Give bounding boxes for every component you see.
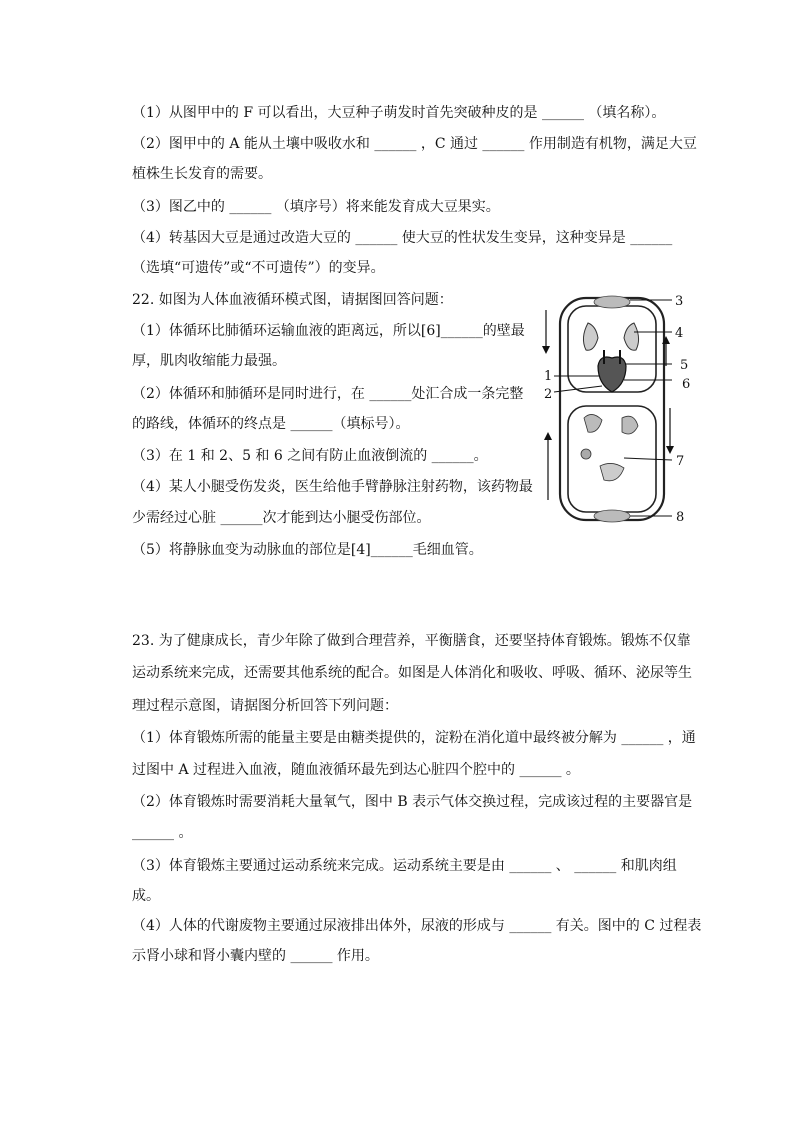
q22-line-1: 22. 如图为人体血液循环模式图，请据图回答问题： [132,292,453,308]
q23-line-3: 理过程示意图，请据图分析回答下列问题： [132,698,398,714]
q21-line-2: （2）图甲中的 A 能从土壤中吸收水和 ______ ，C 通过 ______ 作用制造有机物，满足大豆 [132,136,697,152]
q23-line-7: ______ 。 [132,825,193,841]
label-8: 8 [676,510,685,525]
q23-line-8: （3）体育锻炼主要通过运动系统来完成。运动系统主要是由 ______ 、 ______ 和肌肉组 [132,858,677,874]
liver [584,414,602,432]
q22-line-4: （2）体循环和肺循环是同时进行，在 ______处汇合成一条完整 [132,386,524,402]
q22-line-8: 少需经过心脏 ______次才能到达小腿受伤部位。 [132,510,431,526]
left-lung [583,323,598,350]
q22-line-5: 的路线，体循环的终点是 ______（填标号）。 [132,416,410,432]
q23-line-9: 成。 [132,888,160,904]
body-capillary-bottom [594,510,630,522]
label-3: 3 [675,294,684,309]
label-6: 6 [682,377,691,392]
q23-line-6: （2）体育锻炼时需要消耗大量氧气，图中 B 表示气体交换过程，完成该过程的主要器官是 [132,794,693,810]
q21-line-6: （选填“可遗传”或“不可遗传”）的变异。 [132,260,385,276]
q23-line-2: 运动系统来完成，还需要其他系统的配合。如图是人体消化和吸收、呼吸、循环、泌尿等生 [132,665,692,681]
label-7: 7 [676,454,685,469]
q21-line-3: 植株生长发育的需要。 [132,166,272,182]
heart [598,357,626,392]
q23-line-11: 示肾小球和肾小囊内壁的 ______ 作用。 [132,948,379,964]
q22-line-6: （3）在 1 和 2、5 和 6 之间有防止血液倒流的 ______。 [132,448,488,464]
kidney [581,449,591,459]
arrow-left-up-head [544,432,552,440]
label-5: 5 [680,358,689,373]
label-2: 2 [544,387,553,402]
q23-line-10: （4）人体的代谢废物主要通过尿液排出体外，尿液的形成与 ______ 有关。图中的 C 过程表 [132,918,702,934]
lung-capillary-top [594,296,630,308]
q23-line-1: 23. 为了健康成长，青少年除了做到合理营养，平衡膳食，还要坚持体育锻炼。锻炼不仅靠 [132,633,691,649]
right-lung [624,323,639,350]
q22-line-3: 厚，肌肉收缩能力最强。 [132,353,286,369]
q22-line-9: （5）将静脉血变为动脉血的部位是[4]______毛细血管。 [132,542,483,558]
circulation-svg [538,288,708,528]
q23-line-4: （1）体育锻炼所需的能量主要是由糖类提供的，淀粉在消化道中最终被分解为 ______ ，通 [132,730,696,746]
q21-line-1: （1）从图甲中的 F 可以看出，大豆种子萌发时首先突破种皮的是 ______ （填名称）。 [132,105,666,121]
arrow-left-down-head [542,346,550,354]
q23-line-5: 过图中 A 过程进入血液，随血液循环最先到达心脏四个腔中的 ______ 。 [132,762,580,778]
leader-2 [554,386,602,392]
label-1: 1 [544,369,553,384]
q22-line-2: （1）体循环比肺循环运输血液的距离远，所以[6]______的壁最 [132,323,525,339]
arrow-right-down-head [666,446,674,454]
intestine [600,463,624,480]
label-4: 4 [675,326,684,341]
q21-line-4: （3）图乙中的 ______ （填序号）将来能发育成大豆果实。 [132,199,500,215]
q21-line-5: （4）转基因大豆是通过改造大豆的 ______ 使大豆的性状发生变异，这种变异是 ______ [132,230,673,246]
stomach [622,416,638,434]
blood-circulation-diagram [538,288,708,528]
q22-line-7: （4）某人小腿受伤发炎，医生给他手臂静脉注射药物，该药物最 [132,479,533,495]
